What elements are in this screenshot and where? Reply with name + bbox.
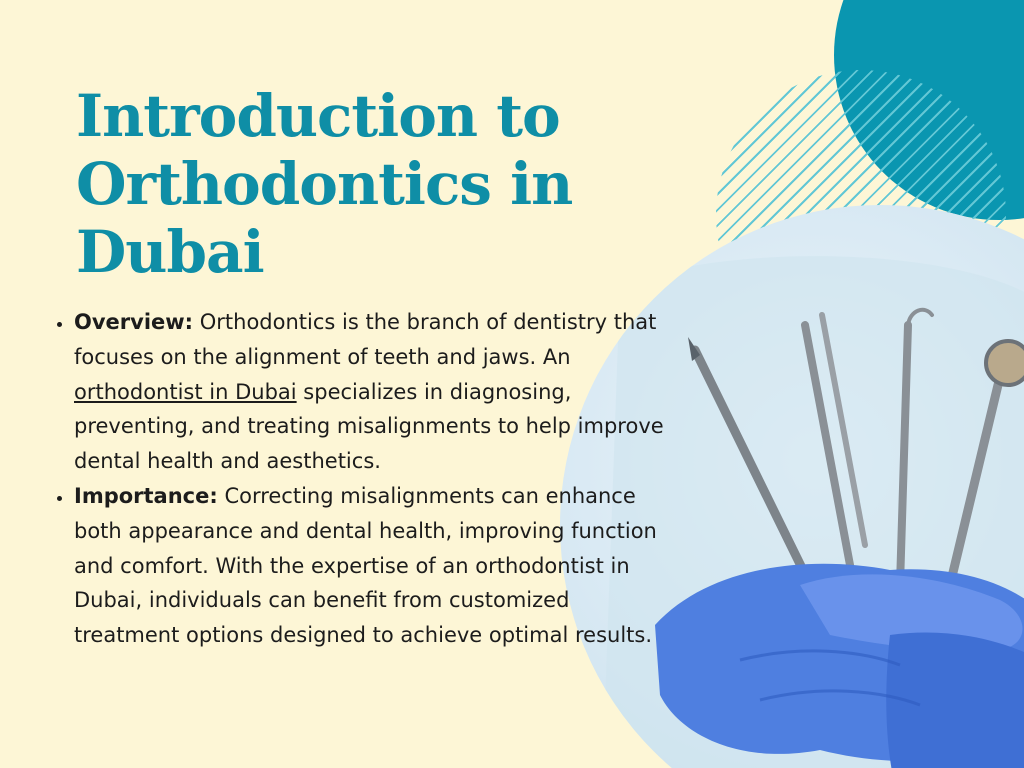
slide-title: Introduction to Orthodontics in Dubai (76, 82, 573, 286)
dental-mirror (986, 341, 1024, 385)
orthodontist-in-dubai-link[interactable]: orthodontist in Dubai (74, 379, 297, 404)
overview-text-start: Orthodontics is the branch of dentistry that focuses on the alignment of teeth and jaws. An (74, 310, 657, 369)
importance-text: Correcting misalignments can enhance both appearance and dental health, improving function and comfort. With the expertise of an orthodontist in Dubai, individuals can benefit from customized treatment options designed to achieve optimal results. (74, 483, 657, 648)
bullet-overview (74, 305, 664, 479)
overview-text-end: specializes in diagnosing, preventing, and treating misalignments to help improve dental health and aesthetics. (74, 379, 664, 474)
bullet-list (46, 305, 664, 653)
overview-term: Overview: (74, 310, 194, 334)
bullet-importance (74, 479, 664, 653)
importance-term: Importance: (74, 483, 218, 508)
